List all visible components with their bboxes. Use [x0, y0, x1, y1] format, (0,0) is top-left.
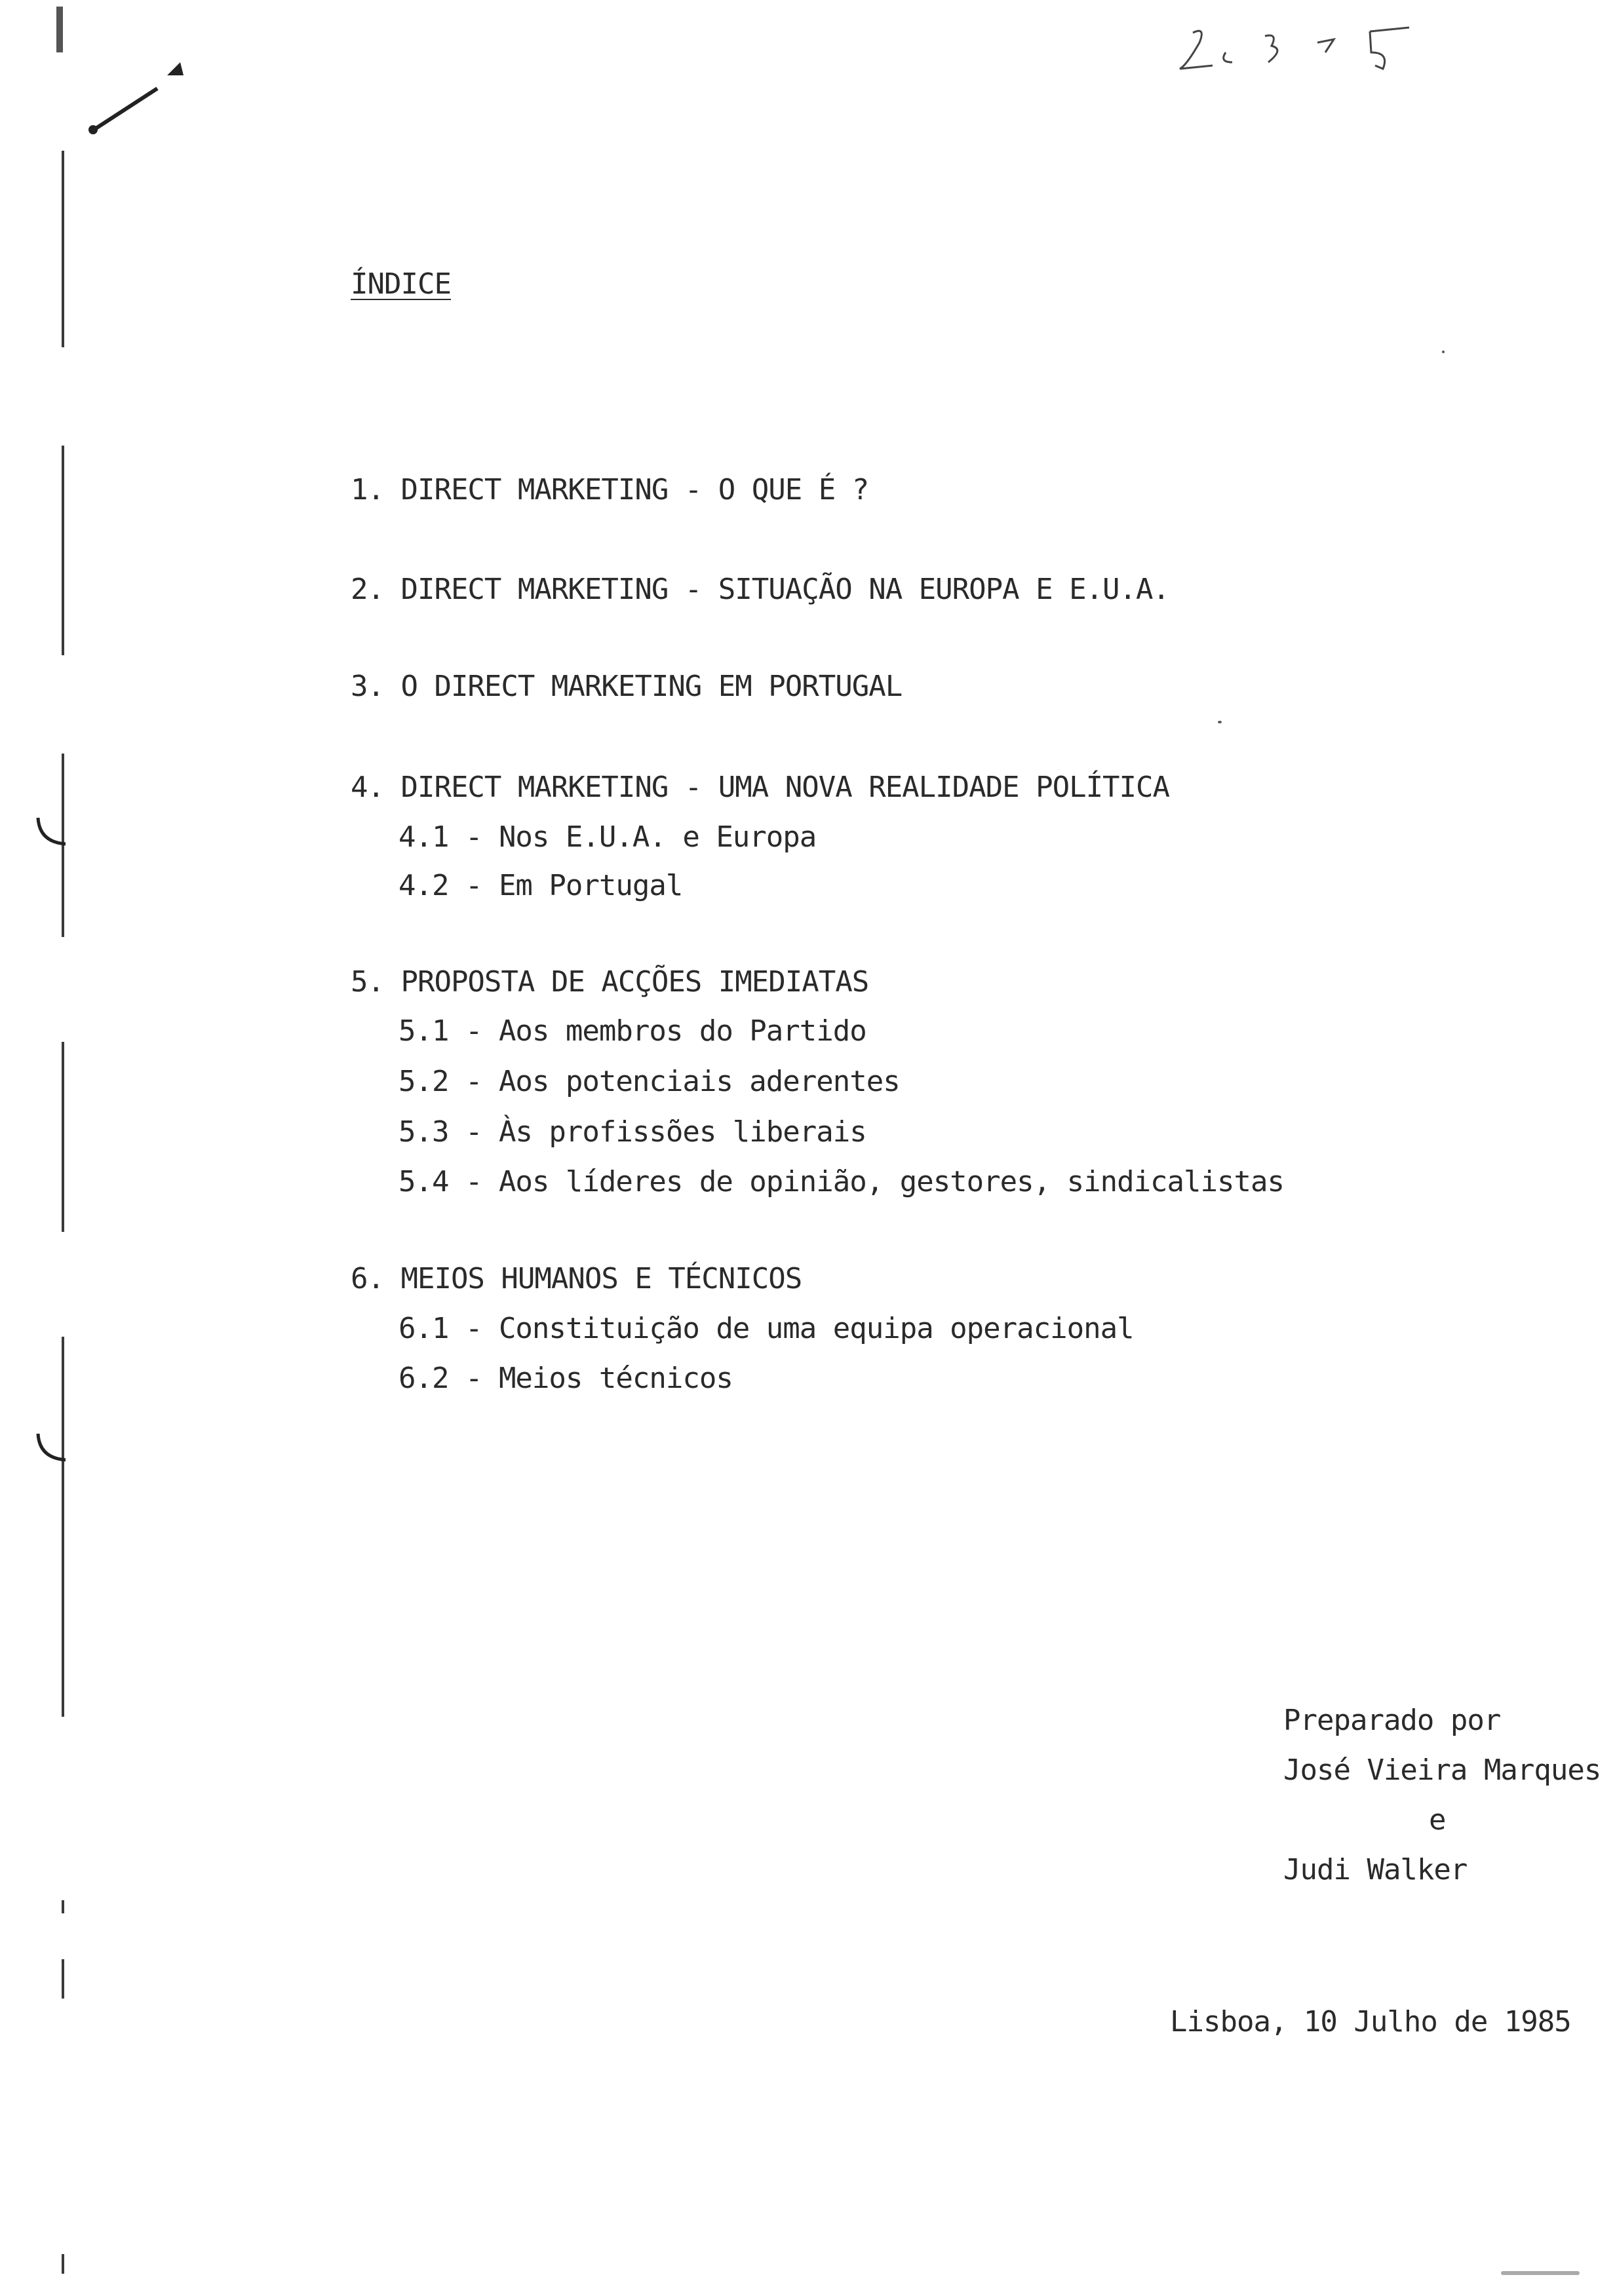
scan-speck	[1218, 721, 1222, 723]
scan-speck	[1501, 2271, 1580, 2275]
pen-mark-icon	[85, 59, 197, 138]
hole-arc-icon	[33, 1428, 79, 1474]
author-name: José Vieira Marques	[1283, 1753, 1601, 1787]
toc-item: 1. DIRECT MARKETING - O QUE É ?	[351, 473, 869, 507]
handwritten-number-glyphs	[1154, 13, 1416, 85]
toc-subitem: 6.1 - Constituição de uma equipa operacional	[399, 1312, 1134, 1345]
toc-subitem: 4.1 - Nos E.U.A. e Europa	[399, 820, 817, 854]
document-date: Lisboa, 10 Julho de 1985	[1170, 2005, 1571, 2038]
toc-subitem: 4.2 - Em Portugal	[399, 869, 683, 902]
toc-subitem: 6.2 - Meios técnicos	[399, 1362, 733, 1395]
prepared-by-label: Preparado por	[1283, 1704, 1501, 1737]
binding-marks	[52, 0, 79, 2296]
toc-item: 3. O DIRECT MARKETING EM PORTUGAL	[351, 670, 903, 703]
handwritten-number	[1154, 13, 1416, 85]
page-title: ÍNDICE	[351, 267, 451, 301]
toc-item: 2. DIRECT MARKETING - SITUAÇÃO NA EUROPA E E.U.A.	[351, 573, 1170, 606]
toc-item: 4. DIRECT MARKETING - UMA NOVA REALIDADE POLÍTICA	[351, 771, 1170, 804]
toc-subitem: 5.2 - Aos potenciais aderentes	[399, 1065, 900, 1098]
author-name: Judi Walker	[1283, 1853, 1468, 1886]
conjunction: e	[1429, 1803, 1446, 1837]
toc-item: 6. MEIOS HUMANOS E TÉCNICOS	[351, 1262, 802, 1295]
toc-subitem: 5.4 - Aos líderes de opinião, gestores, sindicalistas	[399, 1165, 1284, 1198]
toc-subitem: 5.3 - Às profissões liberais	[399, 1115, 866, 1149]
toc-item: 5. PROPOSTA DE ACÇÕES IMEDIATAS	[351, 965, 869, 999]
toc-subitem: 5.1 - Aos membros do Partido	[399, 1014, 866, 1048]
scan-speck	[1442, 351, 1445, 353]
hole-arc-icon	[33, 813, 79, 858]
